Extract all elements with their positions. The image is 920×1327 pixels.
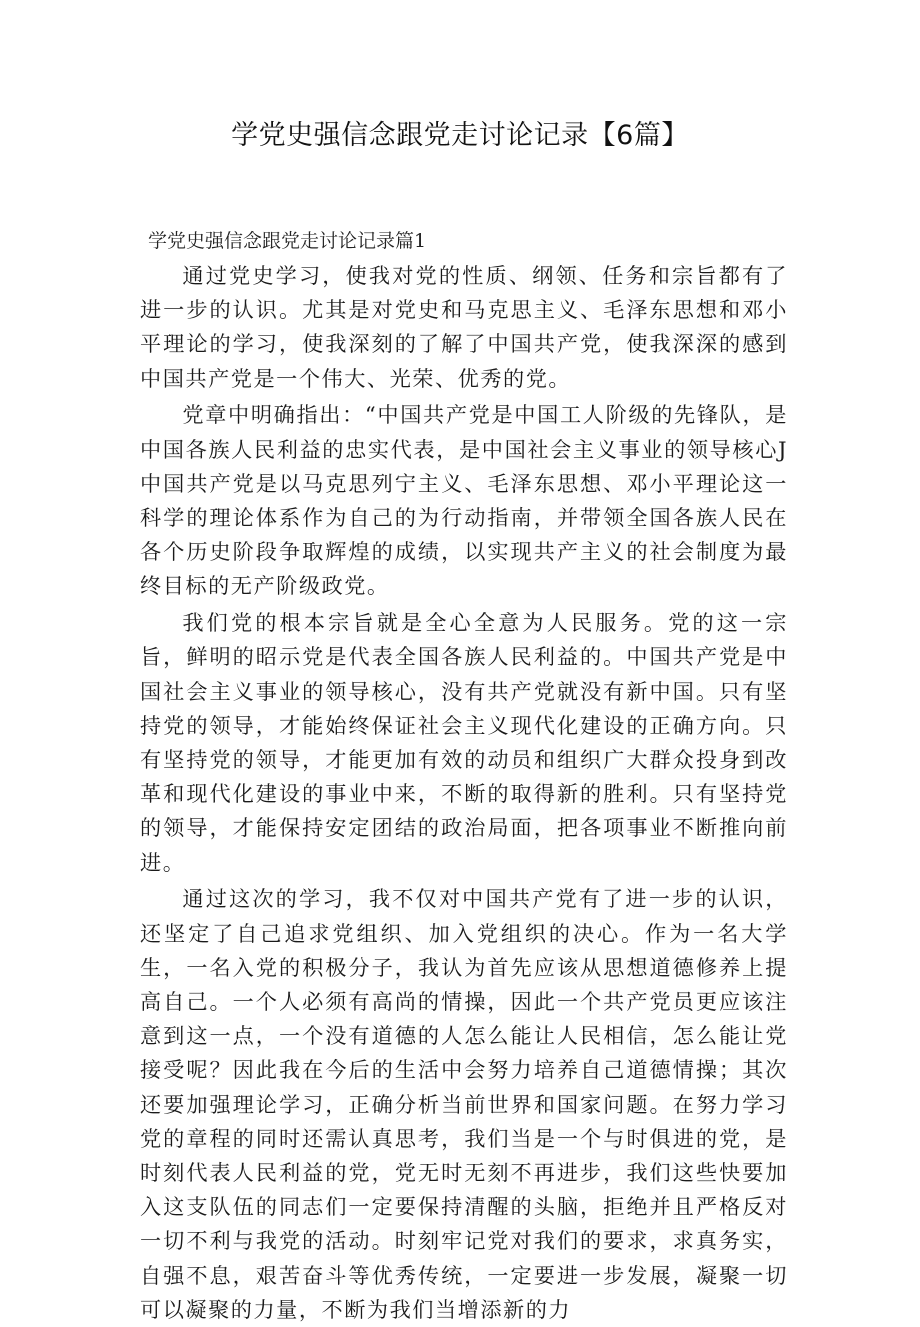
document-body xyxy=(140,259,788,1327)
paragraph: 通过党史学习，使我对党的性质、纲领、任务和宗旨都有了进一步的认识。尤其是对党史和马克思主义、毛泽东思想和邓小平理论的学习，使我深刻的了解了中国共产党，使我深深的感到中国共产党是一个伟大、光荣、优秀的党。 xyxy=(140,263,788,391)
section-heading: 学党史强信念跟党走讨论记录篇1 xyxy=(148,230,427,252)
paragraph: 党章中明确指出：“中国共产党是中国工人阶级的先锋队，是中国各族人民利益的忠实代表，是中国社会主义事业的领导核心J中国共产党是以马克思列宁主义、毛泽东思想、邓小平理论这一科学的理论体系作为自己的为行动指南，并带领全国各族人民在各个历史阶段争取辉煌的成绩，以实现共产主义的社会制度为最终目标的无产阶级政党。 xyxy=(140,402,788,599)
paragraph: 我们党的根本宗旨就是全心全意为人民服务。党的这一宗旨，鲜明的昭示党是代表全国各族人民利益的。中国共产党是中国社会主义事业的领导核心，没有共产党就没有新中国。只有坚持党的领导，才能始终保证社会主义现代化建设的正确方向。只有坚持党的领导，才能更加有效的动员和组织广大群众投身到改革和现代化建设的事业中来，不断的取得新的胜利。只有坚持党的领导，才能保持安定团结的政治局面，把各项事业不断推向前进。 xyxy=(140,610,788,875)
document-title: 学党史强信念跟党走讨论记录【6篇】 xyxy=(231,120,689,151)
paragraph: 通过这次的学习，我不仅对中国共产党有了进一步的认识，还坚定了自己追求党组织、加入党组织的决心。作为一名大学生，一名入党的积极分子，我认为首先应该从思想道德修养上提高自己。一个人必须有高尚的情操，因此一个共产党员更应该注意到这一点，一个没有道德的人怎么能让人民相信，怎么能让党接受呢？因此我在今后的生活中会努力培养自己道德情操；其次还要加强理论学习，正确分析当前世界和国家问题。在努力学习党的章程的同时还需认真思考，我们当是一个与时俱进的党，是时刻代表人民利益的党，党无时无刻不再进步，我们这些快要加入这支队伍的同志们一定要保持清醒的头脑，拒绝并且严格反对一切不利与我党的活动。时刻牢记党对我们的要求，求真务实，自强不息，艰苦奋斗等优秀传统，一定要进一步发展，凝聚一切可以凝聚的力量，不断为我们当增添新的力 xyxy=(140,886,788,1322)
